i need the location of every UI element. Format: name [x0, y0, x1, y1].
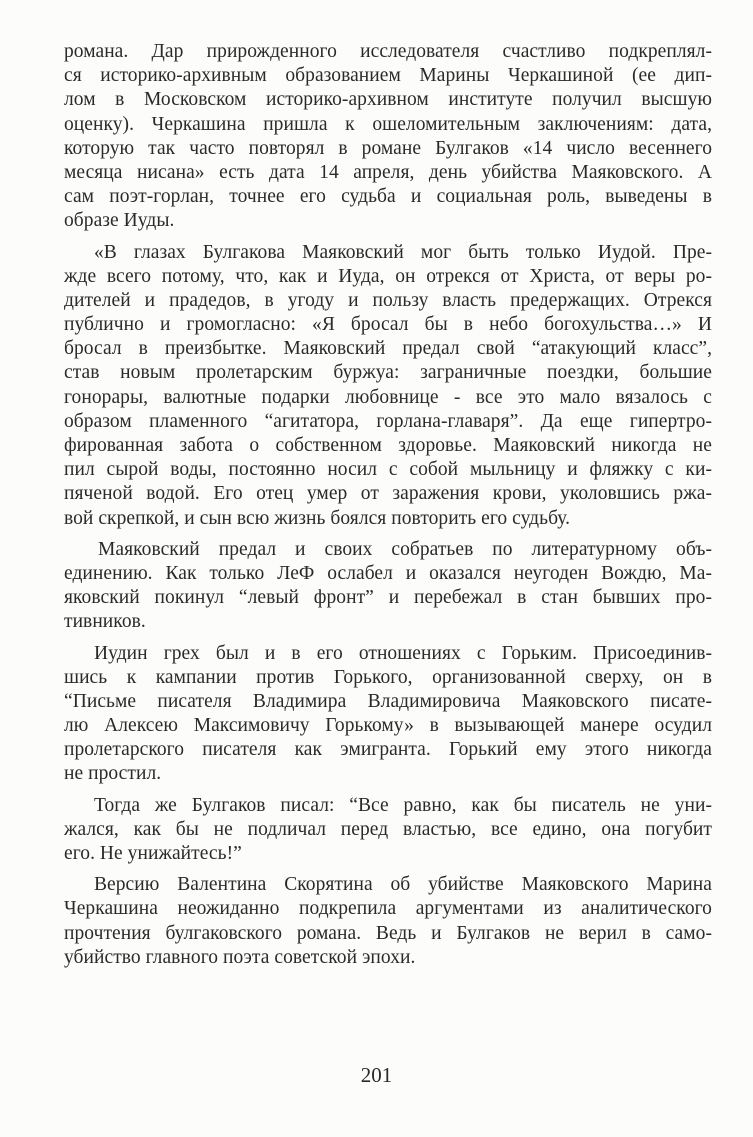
- text-line: гонорары, валютные подарки любовнице - все это мало вязалось с: [64, 386, 712, 408]
- text-line: образом пламенного “агитатора, горлана-главаря”. Да еще гипертро-: [64, 410, 712, 432]
- text-line: “Письме писателя Владимира Владимировича Маяковского писате-: [64, 690, 712, 712]
- text-line: тивников.: [64, 611, 146, 633]
- text-line: образе Иуды.: [64, 210, 175, 232]
- text-line: Черкашина неожиданно подкрепила аргументами из аналитического: [64, 898, 712, 920]
- text-line: месяца нисана» есть дата 14 апреля, день убийства Маяковского. А: [64, 161, 712, 183]
- text-line: «В глазах Булгакова Маяковский мог быть только Иудой. Пре-: [94, 241, 712, 263]
- text-line: бросал в преизбытке. Маяковский предал свой “атакующий класс”,: [64, 338, 712, 360]
- text-line: романа. Дар прирожденного исследователя счастливо подкреплял-: [64, 41, 712, 62]
- paragraph: [64, 538, 712, 635]
- text-line: жде всего потому, что, как и Иуда, он отрекся от Христа, от веры ро-: [64, 265, 712, 287]
- paragraph: [64, 241, 712, 531]
- page-number: 201: [360, 1063, 393, 1087]
- text-line: вой скрепкой, и сын всю жизнь боялся повторить его судьбу.: [64, 507, 571, 529]
- text-line: единению. Как только ЛеФ ослабел и оказался неугоден Вождю, Ма-: [64, 562, 712, 584]
- text-line: пролетарского писателя как эмигранта. Горький ему этого никогда: [64, 739, 712, 761]
- text-line: лом в Московском историко-архивном институте получил высшую: [64, 89, 712, 111]
- text-line: став новым пролетарским буржуа: заграничные поездки, большие: [64, 362, 712, 384]
- text-line: ся историко-архивным образованием Марины Черкашиной (ее дип-: [64, 65, 712, 87]
- paragraph: [64, 642, 712, 787]
- text-line: фированная забота о собственном здоровье. Маяковский никогда не: [64, 435, 712, 456]
- paragraph: [64, 40, 712, 234]
- text-line: публично и громогласно: «Я бросал бы в небо богохульства…» И: [64, 314, 712, 336]
- text-line: жался, как бы не подличал перед властью, все едино, она погубит: [64, 818, 712, 840]
- text-line: которую так часто повторял в романе Булгаков «14 число весеннего: [64, 137, 712, 159]
- text-line: шись к кампании против Горького, организованной сверху, он в: [64, 666, 712, 688]
- text-line: Иудин грех был и в его отношениях с Горьким. Присоединив-: [94, 642, 712, 664]
- body-text: [64, 40, 712, 977]
- text-line: Версию Валентина Скорятина об убийстве Маяковского Марина: [94, 874, 712, 896]
- paragraph: [64, 794, 712, 867]
- text-line: его. Не унижайтесь!”: [64, 843, 242, 864]
- text-line: дителей и прадедов, в угоду и пользу власть предержащих. Отрекся: [64, 289, 712, 311]
- text-line: не простил.: [64, 763, 162, 785]
- text-line: Маяковский предал и своих собратьев по литературному объ-: [98, 538, 712, 560]
- text-line: Тогда же Булгаков писал: “Все равно, как бы писатель не уни-: [94, 794, 712, 816]
- text-line: убийство главного поэта советской эпохи.: [64, 946, 416, 968]
- text-line: оценку). Черкашина пришла к ошеломительным заключениям: дата,: [64, 113, 712, 135]
- text-line: пяченой водой. Его отец умер от заражения крови, уколовшись ржа-: [64, 483, 712, 505]
- text-line: лю Алексею Максимовичу Горькому» в вызывающей манере осудил: [64, 715, 712, 737]
- text-line: яковский покинул “левый фронт” и перебежал в стан бывших про-: [64, 587, 712, 609]
- text-line: прочтения булгаковского романа. Ведь и Булгаков не верил в само-: [64, 922, 712, 944]
- text-line: пил сырой воды, постоянно носил с собой мыльницу и фляжку с ки-: [64, 459, 712, 481]
- text-line: сам поэт-горлан, точнее его судьба и социальная роль, выведены в: [64, 186, 712, 208]
- paragraph: [64, 873, 712, 970]
